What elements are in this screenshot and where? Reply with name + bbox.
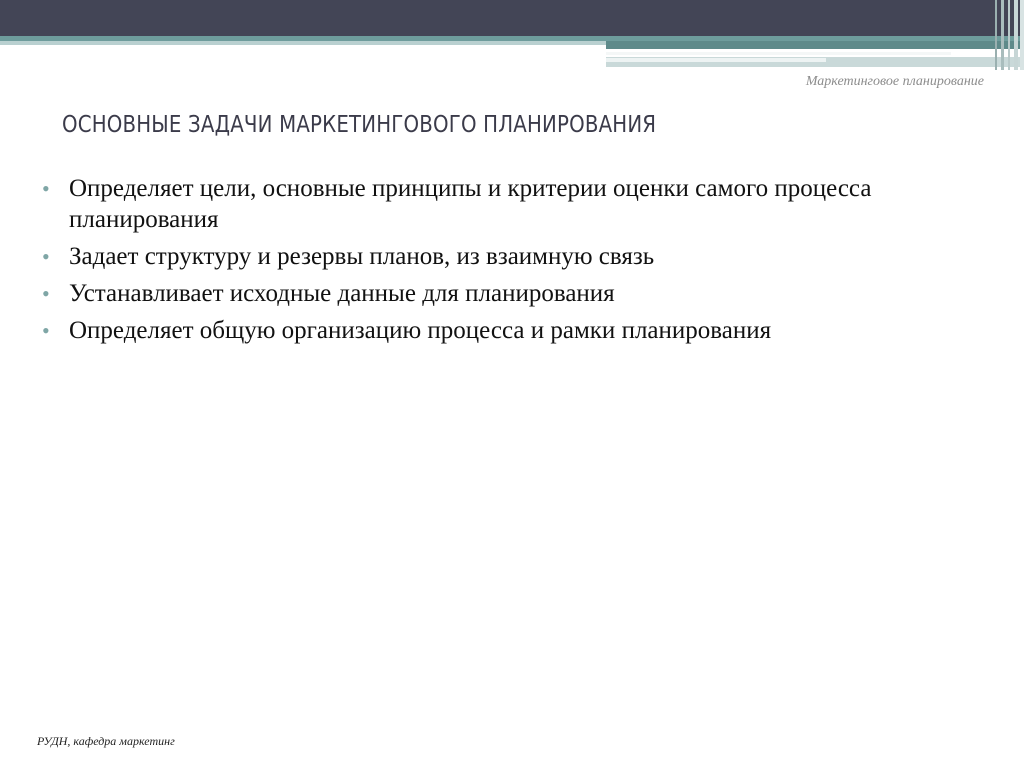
vertical-decor-stripe (1001, 0, 1004, 70)
bullet-icon: • (42, 318, 50, 343)
vertical-decor-stripe (1014, 0, 1018, 70)
bullet-item (40, 315, 980, 346)
bullet-text: Определяет общую организацию процесса и рамки планирования (69, 317, 772, 344)
bullet-item (40, 173, 980, 235)
bullet-item (40, 241, 980, 272)
top-decorative-band (0, 0, 1024, 36)
vertical-decor-stripe (1020, 0, 1024, 70)
header-note: Маркетинговое планирование (805, 74, 984, 89)
bullet-text: Устанавливает исходные данные для планирования (69, 280, 615, 307)
bullet-icon: • (42, 176, 50, 201)
bullet-icon: • (42, 281, 50, 306)
slide-title: ОСНОВНЫЕ ЗАДАЧИ МАРКЕТИНГОВОГО ПЛАНИРОВАНИЯ (62, 112, 657, 138)
vertical-decor-stripe (995, 0, 997, 70)
bullet-list (40, 173, 980, 352)
right-accent-highlight-2 (606, 58, 826, 62)
right-accent-block (606, 41, 1024, 49)
bullet-item (40, 278, 980, 309)
right-accent-highlight (606, 52, 951, 55)
bullet-text: Задает структуру и резервы планов, из взаимную связь (69, 243, 655, 270)
footer-note: РУДН, кафедра маркетинг (37, 734, 175, 748)
bullet-icon: • (42, 244, 50, 269)
bullet-text: Определяет цели, основные принципы и критерии оценки самого процесса планирования (69, 175, 872, 233)
vertical-decor-stripe (1008, 0, 1010, 70)
